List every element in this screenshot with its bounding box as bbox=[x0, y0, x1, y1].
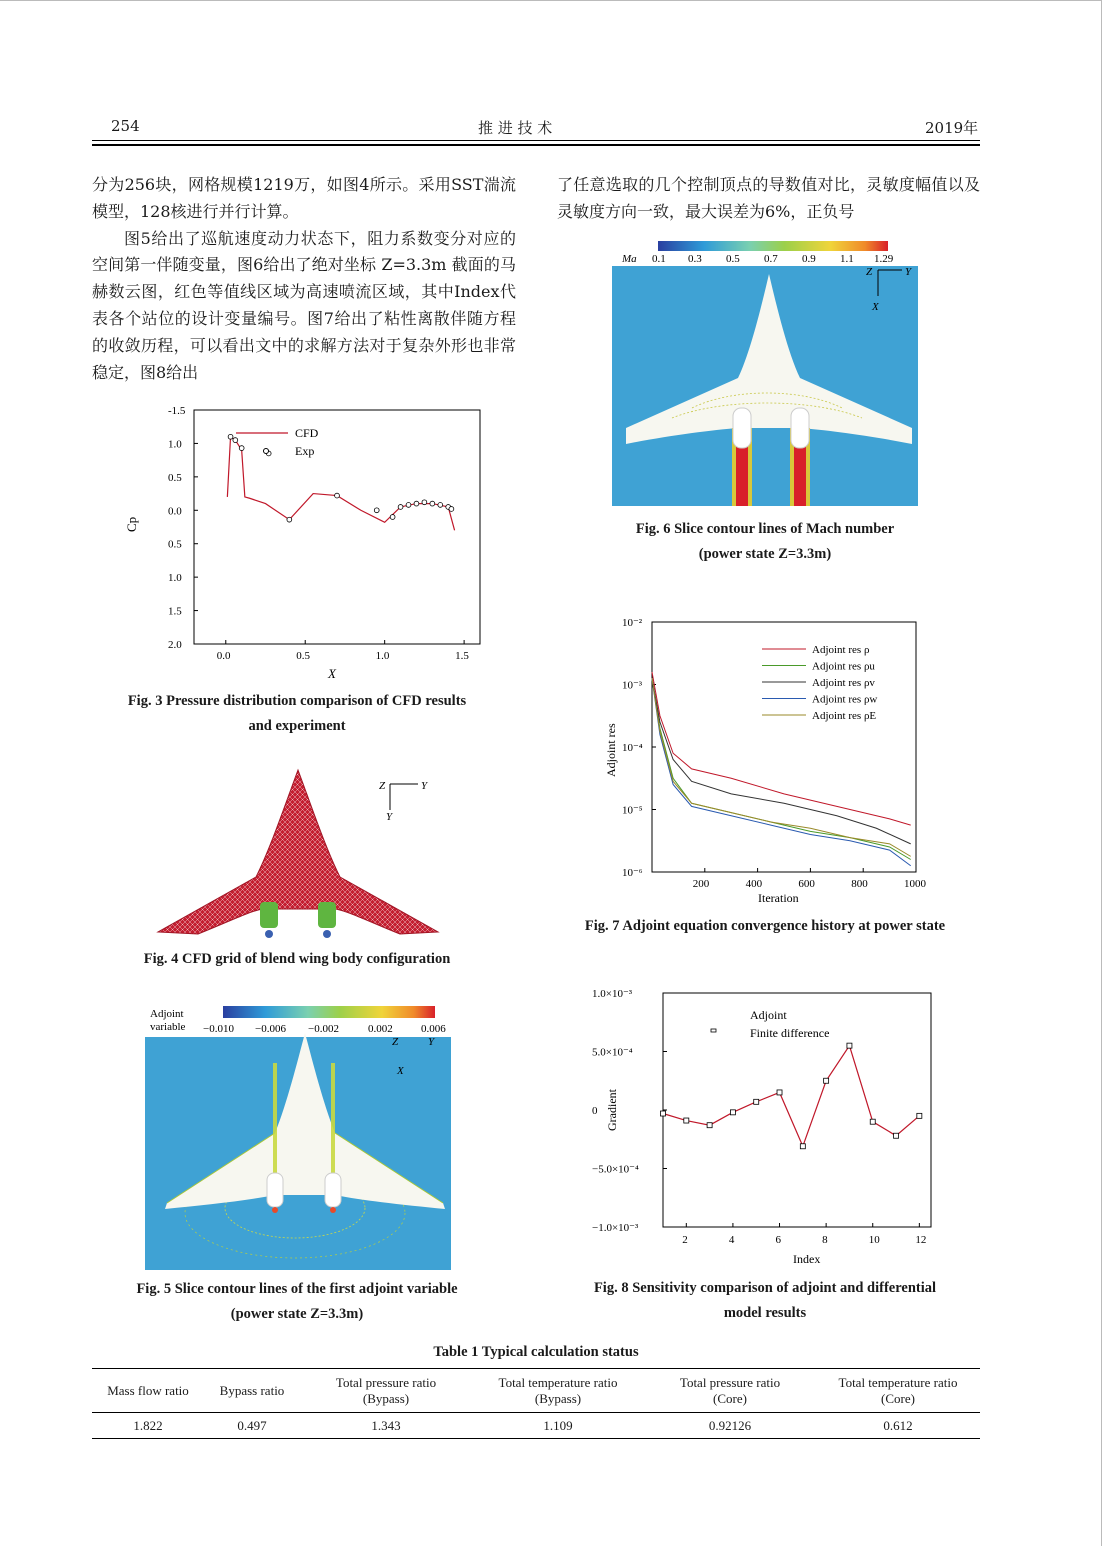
left-nacelle bbox=[260, 902, 278, 928]
y-tick-label: 1.0 bbox=[168, 438, 182, 451]
paragraph: 图5给出了巡航速度动力状态下，阻力系数变分对应的空间第一伴随变量，图6给出了绝对坐标 Z=3.3m 截面的马赫数云图，红色等值线区域为高速喷流区域，其中Index代表各个站位的设计变量编号。图7给出了粘性离散伴随方程的收敛历程，可以看出文中的求解方法对于复杂外形也非常稳定，图8给出 bbox=[92, 228, 516, 382]
caption-line: Fig. 6 Slice contour lines of Mach number bbox=[635, 521, 895, 537]
left-exhaust bbox=[272, 1207, 278, 1213]
axis-x-label: X bbox=[397, 1065, 404, 1077]
y-tick-label: 1.0 bbox=[168, 572, 182, 585]
table-cell: 0.612 bbox=[883, 1417, 913, 1433]
exp-point bbox=[233, 438, 238, 443]
fig7-caption: Fig. 7 Adjoint equation convergence history at power state bbox=[584, 918, 946, 934]
table-cell: 0.92126 bbox=[708, 1417, 752, 1433]
exp-point bbox=[438, 503, 443, 508]
y-tick-label: 10⁻⁵ bbox=[622, 804, 643, 817]
x-tick-label: 1.0 bbox=[375, 650, 390, 662]
x-tick-label: 4 bbox=[728, 1234, 735, 1246]
y-tick-label: 0.5 bbox=[168, 538, 182, 551]
x-tick-label: 2 bbox=[682, 1234, 688, 1246]
fig3-axes-frame bbox=[194, 410, 480, 644]
fig3-chart bbox=[110, 400, 490, 690]
finite-difference-point bbox=[917, 1113, 922, 1118]
left-nacelle bbox=[267, 1173, 283, 1207]
axis-y-label: Y bbox=[386, 811, 393, 823]
fig5-figure bbox=[145, 1003, 451, 1270]
exp-point bbox=[390, 515, 395, 520]
contour-band bbox=[331, 1063, 335, 1183]
fig8-legend-adjoint: Adjoint bbox=[750, 1008, 787, 1022]
fig6-tick: 0.3 bbox=[688, 253, 702, 265]
exp-point bbox=[414, 501, 419, 506]
fig5-tick: −0.006 bbox=[255, 1023, 286, 1035]
right-nacelle bbox=[791, 408, 809, 448]
cfd-line bbox=[227, 437, 454, 531]
table1 bbox=[92, 1368, 980, 1439]
x-tick-label: 1000 bbox=[904, 878, 926, 890]
fig6-tick: 1.29 bbox=[874, 253, 894, 265]
finite-difference-point bbox=[777, 1090, 782, 1095]
fig7-chart bbox=[590, 612, 940, 910]
axis-x-label: X bbox=[872, 301, 879, 313]
fig6-tick: 1.1 bbox=[840, 253, 854, 265]
y-tick-label: 10⁻⁴ bbox=[622, 742, 643, 754]
contour-band bbox=[273, 1063, 277, 1183]
finite-difference-point bbox=[754, 1099, 759, 1104]
legend-label: Adjoint res ρ bbox=[812, 644, 870, 656]
fig6-colorbar bbox=[658, 241, 888, 251]
table-header-cell: Total pressure ratio (Bypass) bbox=[335, 1374, 437, 1406]
table-header-cell: Total temperature ratio (Core) bbox=[838, 1374, 958, 1406]
fig6-tick: 0.5 bbox=[726, 253, 740, 265]
exp-point bbox=[228, 434, 233, 439]
fig8-legend-marker bbox=[711, 1029, 716, 1032]
finite-difference-point bbox=[824, 1078, 829, 1083]
table1-title: Table 1 Typical calculation status bbox=[433, 1344, 639, 1360]
caption-line: and experiment bbox=[248, 718, 346, 734]
header-rule-thick bbox=[92, 144, 980, 146]
exp-point bbox=[430, 501, 435, 506]
exp-point bbox=[449, 507, 454, 512]
fig8-legend-fd: Finite difference bbox=[750, 1026, 830, 1040]
paragraph: 了任意选取的几个控制顶点的导数值对比，灵敏度幅值以及灵敏度方向一致，最大误差为6%，正负号 bbox=[557, 175, 980, 221]
finite-difference-point bbox=[661, 1111, 666, 1116]
page-number: 254 bbox=[111, 117, 140, 135]
journal-title: 推 进 技 术 bbox=[478, 119, 553, 137]
y-tick-label: 10⁻³ bbox=[622, 679, 643, 692]
fig7-xlabel: Iteration bbox=[758, 891, 799, 905]
x-tick-label: 12 bbox=[915, 1234, 927, 1246]
right-column-text bbox=[557, 172, 980, 226]
x-tick-label: 6 bbox=[775, 1234, 782, 1246]
caption-line: Fig. 3 Pressure distribution comparison of CFD results bbox=[127, 693, 467, 709]
aircraft-grid-wing bbox=[158, 770, 438, 934]
table-header-cell: Total temperature ratio (Bypass) bbox=[498, 1374, 618, 1406]
y-tick-label: 2.0 bbox=[168, 639, 182, 651]
x-tick-label: 10 bbox=[868, 1234, 880, 1246]
x-tick-label: 800 bbox=[851, 878, 868, 890]
residual-line bbox=[652, 678, 911, 866]
left-nacelle bbox=[733, 408, 751, 448]
table-cell: 1.343 bbox=[371, 1417, 401, 1433]
y-tick-label: 10⁻⁶ bbox=[622, 867, 643, 879]
y-tick-label: 0.5 bbox=[168, 471, 182, 484]
y-tick-label: −5.0×10⁻⁴ bbox=[592, 1163, 639, 1176]
axis-z-label: Z bbox=[392, 1036, 399, 1048]
y-tick-label: -1.5 bbox=[168, 405, 186, 417]
fig5-caption bbox=[92, 1277, 502, 1327]
fig5-legend-title: variable bbox=[150, 1021, 186, 1033]
paragraph: 分为256块，网格规模1219万，如图4所示。采用SST湍流模型，128核进行并行计算。 bbox=[92, 175, 516, 221]
x-tick-label: 200 bbox=[692, 878, 710, 890]
exp-point bbox=[422, 500, 427, 505]
exp-point bbox=[374, 508, 379, 513]
table-cell: 0.497 bbox=[237, 1417, 267, 1433]
exp-point bbox=[335, 493, 340, 498]
finite-difference-point bbox=[847, 1043, 852, 1048]
page-edge-top bbox=[0, 0, 1102, 1]
fig7-ylabel: Adjoint res bbox=[604, 723, 618, 777]
fig5-tick: 0.006 bbox=[421, 1023, 446, 1035]
fig5-tick: 0.002 bbox=[368, 1023, 393, 1035]
legend-label: Adjoint res ρE bbox=[812, 710, 877, 722]
table-header-cell: Total pressure ratio (Core) bbox=[679, 1374, 781, 1406]
caption-line: (power state Z=3.3m) bbox=[698, 546, 832, 562]
fig3-legend-cfd: CFD bbox=[295, 426, 319, 440]
fig5-tick: −0.002 bbox=[308, 1023, 339, 1035]
fig4-caption: Fig. 4 CFD grid of blend wing body configuration bbox=[143, 951, 451, 967]
legend-label: Adjoint res ρw bbox=[812, 693, 878, 706]
table-header-cell: Mass flow ratio bbox=[107, 1382, 189, 1398]
x-tick-label: 0.5 bbox=[296, 650, 310, 662]
fig5-colorbar bbox=[223, 1006, 435, 1018]
fig3-legend-exp: Exp bbox=[295, 444, 315, 458]
fig3-caption bbox=[92, 689, 502, 739]
fig8-chart bbox=[590, 983, 950, 1273]
journal-year: 2019年 bbox=[925, 119, 979, 137]
finite-difference-point bbox=[894, 1133, 899, 1138]
fig5-legend-title: Adjoint bbox=[150, 1008, 184, 1020]
right-exhaust bbox=[330, 1207, 336, 1213]
axis-z-label: Z bbox=[379, 780, 386, 792]
fig7-axes-frame bbox=[652, 622, 916, 872]
fig5-tick: −0.010 bbox=[203, 1023, 234, 1035]
fig6-tick: 0.1 bbox=[652, 253, 666, 265]
table-header-row bbox=[92, 1369, 980, 1413]
caption-line: (power state Z=3.3m) bbox=[230, 1306, 364, 1322]
fig6-caption bbox=[557, 517, 973, 567]
axis-z-label: Z bbox=[866, 266, 873, 278]
fig8-xlabel: Index bbox=[793, 1252, 821, 1266]
header-rule-thin bbox=[92, 140, 980, 141]
fig3-xlabel: X bbox=[328, 666, 336, 681]
exp-point bbox=[398, 505, 403, 510]
finite-difference-point bbox=[870, 1119, 875, 1124]
finite-difference-point bbox=[730, 1110, 735, 1115]
caption-line: Fig. 8 Sensitivity comparison of adjoint and differential bbox=[593, 1280, 937, 1296]
x-tick-label: 8 bbox=[822, 1234, 828, 1246]
right-nacelle bbox=[325, 1173, 341, 1207]
y-tick-label: 0.0 bbox=[168, 505, 182, 518]
fig6-legend-title: Ma bbox=[622, 253, 637, 265]
table-row bbox=[92, 1413, 980, 1439]
caption-line: model results bbox=[723, 1305, 807, 1321]
x-tick-label: 400 bbox=[745, 878, 763, 890]
axis-y-label: Y bbox=[428, 1036, 435, 1048]
fig4-figure bbox=[150, 762, 450, 947]
x-tick-label: 0.0 bbox=[216, 650, 231, 662]
adjoint-line bbox=[663, 1046, 919, 1147]
axis-y-label: Y bbox=[905, 266, 912, 278]
fig6-tick: 0.9 bbox=[802, 253, 816, 265]
table-cell: 1.109 bbox=[543, 1417, 573, 1433]
y-tick-label: −1.0×10⁻³ bbox=[592, 1222, 639, 1234]
fig6-figure bbox=[612, 238, 918, 506]
axis-y-label: Y bbox=[421, 780, 428, 792]
y-tick-label: 1.0×10⁻³ bbox=[592, 988, 633, 1000]
y-tick-label: 10⁻² bbox=[622, 617, 643, 629]
exp-point bbox=[406, 503, 411, 508]
table-cell: 1.822 bbox=[133, 1417, 163, 1433]
fig6-tick: 0.7 bbox=[764, 253, 778, 265]
fig8-caption bbox=[557, 1276, 973, 1326]
fig8-ylabel: Gradient bbox=[605, 1089, 619, 1131]
exp-point bbox=[239, 446, 244, 451]
left-nozzle bbox=[265, 930, 273, 938]
y-tick-label: 5.0×10⁻⁴ bbox=[592, 1046, 633, 1059]
exp-point bbox=[287, 517, 292, 522]
legend-label: Adjoint res ρv bbox=[812, 677, 875, 689]
left-column-text bbox=[92, 172, 516, 386]
x-tick-label: 1.5 bbox=[455, 650, 469, 662]
x-tick-label: 600 bbox=[798, 878, 815, 890]
legend-label: Adjoint res ρu bbox=[812, 660, 875, 673]
finite-difference-point bbox=[707, 1123, 712, 1128]
finite-difference-point bbox=[800, 1144, 805, 1149]
finite-difference-point bbox=[684, 1118, 689, 1123]
y-tick-label: 1.5 bbox=[168, 605, 182, 618]
fig3-legend-marker bbox=[264, 449, 269, 454]
fig3-ylabel: Cp bbox=[124, 516, 139, 532]
table-header-cell: Bypass ratio bbox=[219, 1382, 285, 1398]
y-tick-label: 0 bbox=[592, 1105, 598, 1117]
right-nacelle bbox=[318, 902, 336, 928]
caption-line: Fig. 5 Slice contour lines of the first adjoint variable bbox=[136, 1281, 458, 1297]
right-nozzle bbox=[323, 930, 331, 938]
